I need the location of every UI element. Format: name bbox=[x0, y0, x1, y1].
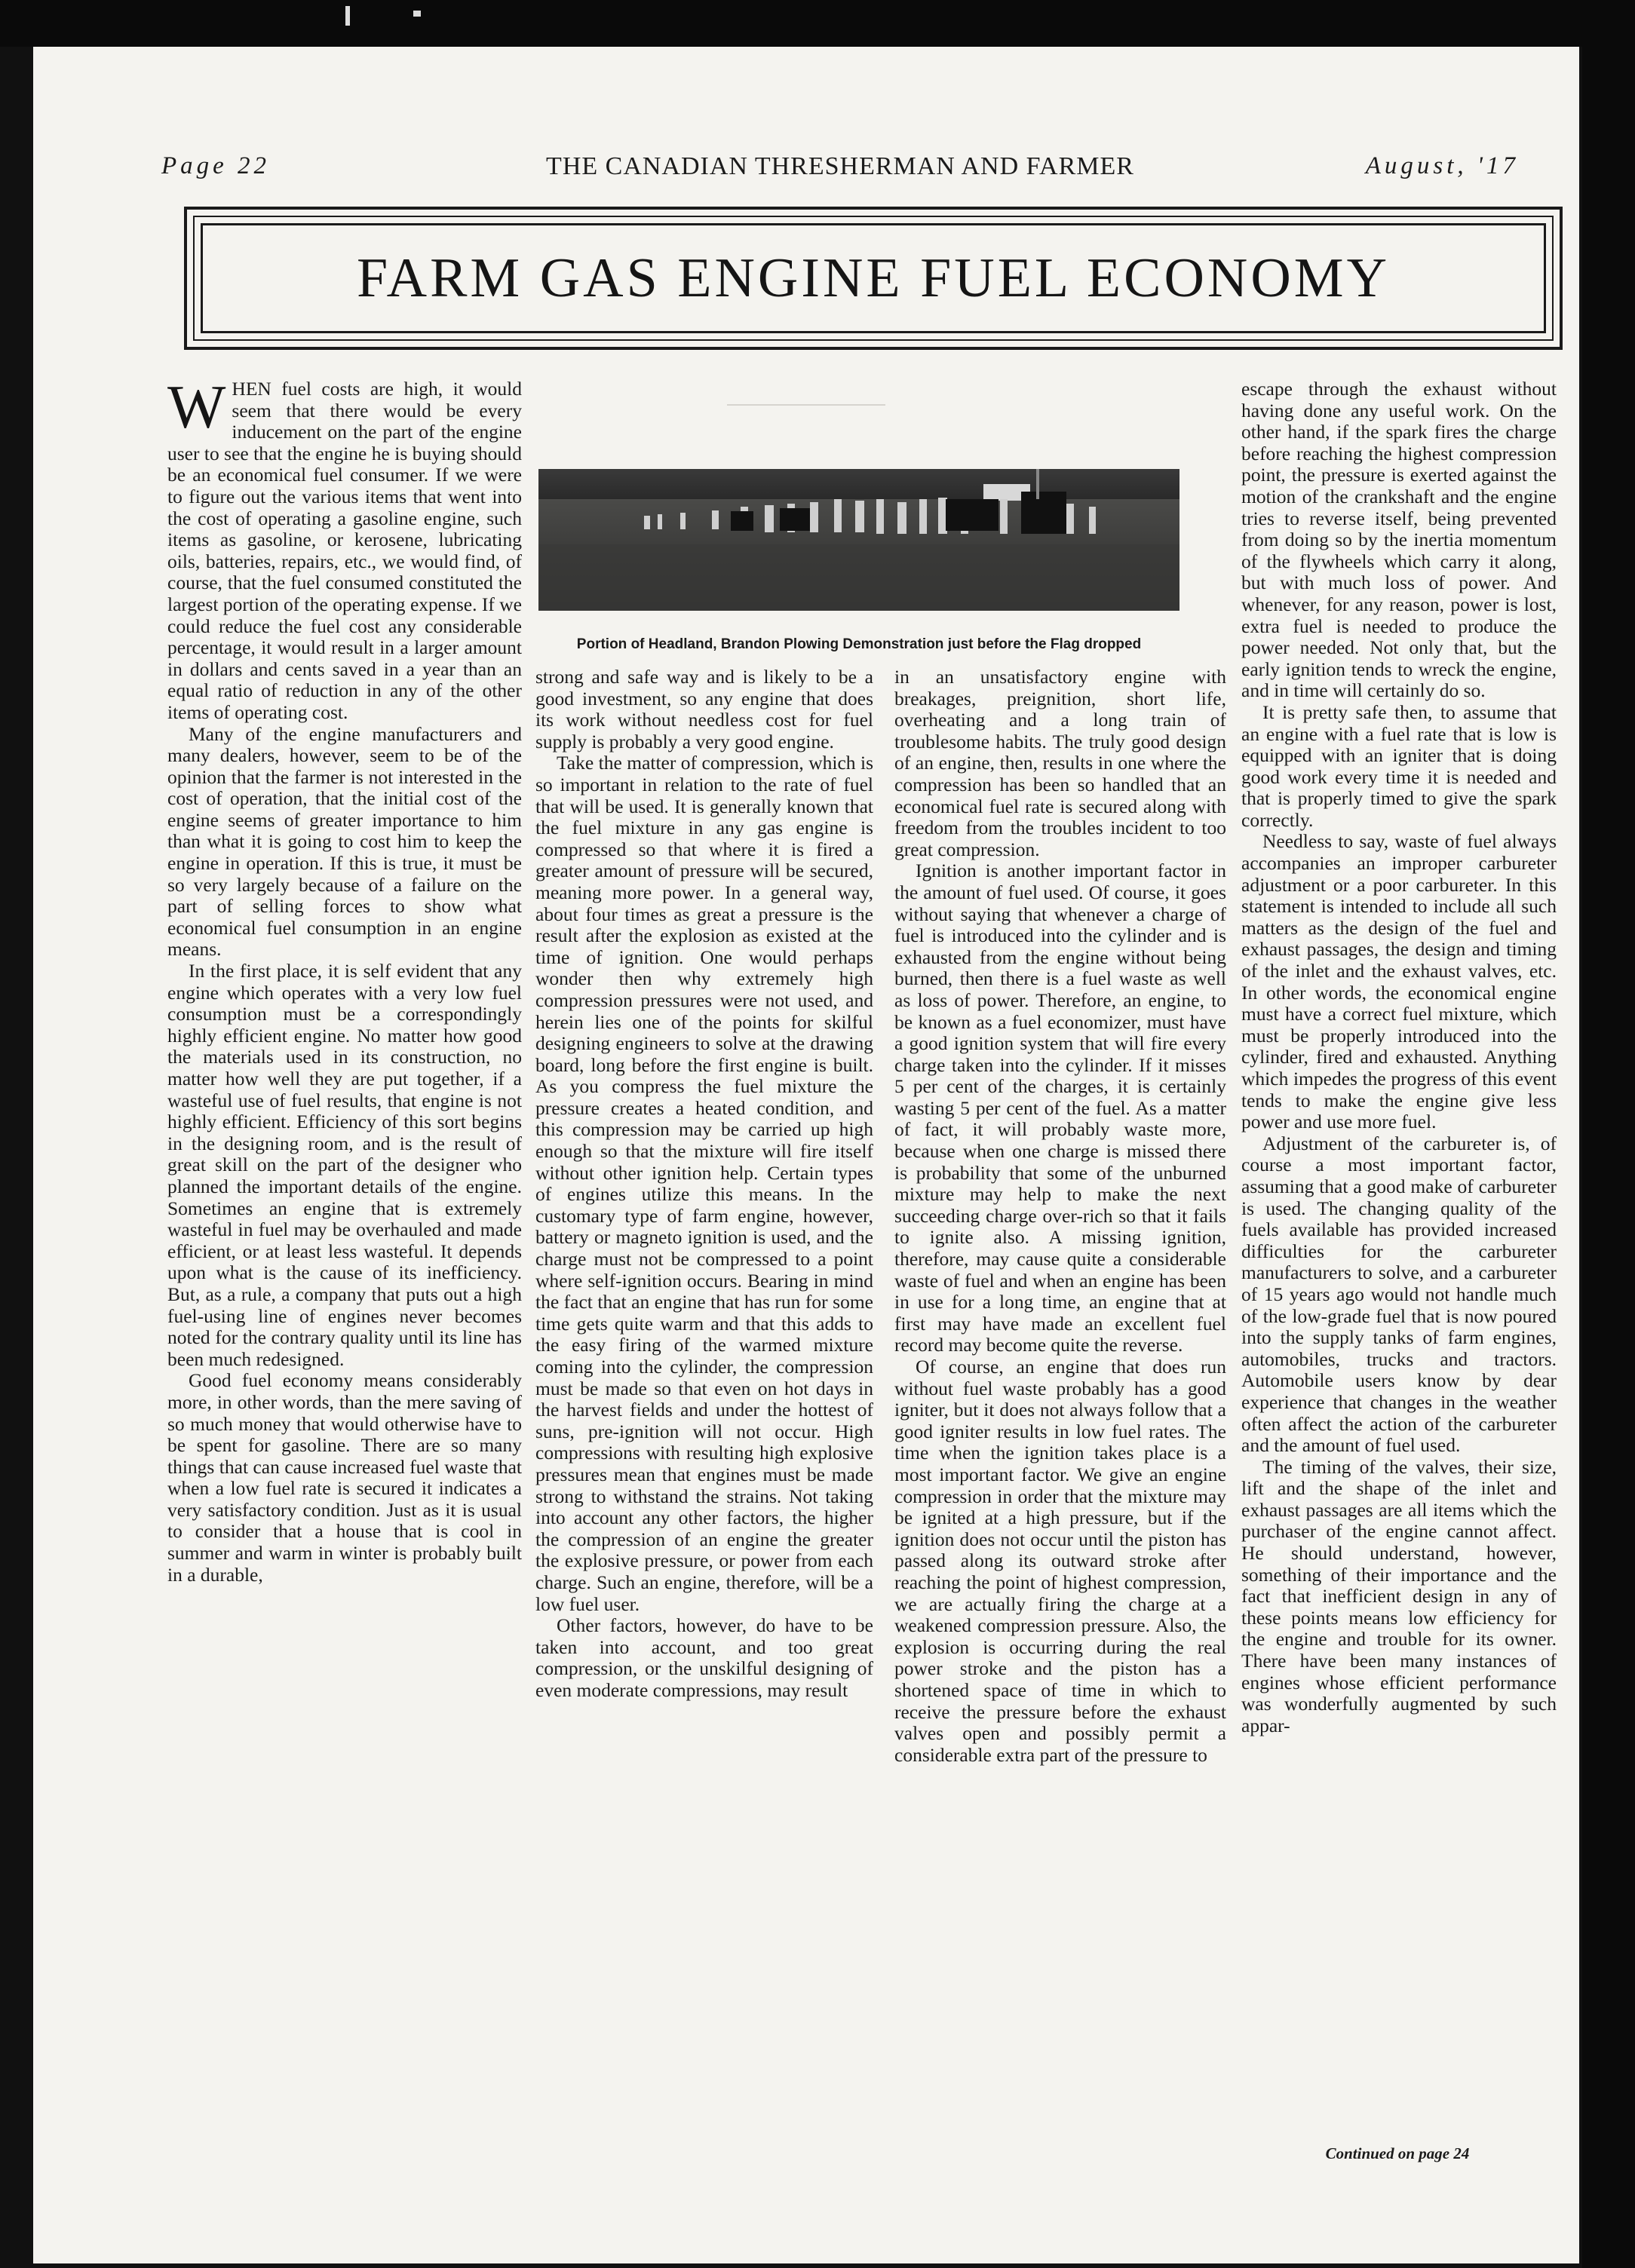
scan-border-top bbox=[0, 0, 1635, 47]
article-paragraph: strong and safe way and is likely to be a good investment, so any engine that does its work without needless cost for fuel supply is probably a very good engine. bbox=[535, 666, 873, 752]
publication-title: THE CANADIAN THRESHERMAN AND FARMER bbox=[546, 152, 1134, 180]
article-column-1 bbox=[167, 372, 522, 1586]
banner-frame bbox=[201, 223, 1546, 333]
scan-border-right bbox=[1582, 0, 1635, 2268]
article-column-3 bbox=[894, 667, 1226, 1766]
scan-speck bbox=[413, 11, 421, 17]
demonstration-photo bbox=[538, 469, 1179, 611]
issue-date: August, '17 bbox=[1365, 152, 1519, 179]
article-title: FARM GAS ENGINE FUEL ECONOMY bbox=[356, 247, 1391, 309]
article-paragraph: Take the matter of compression, which is so important in relation to the rate of fuel that will be used. It is generally known that the fuel mixture in any gas engine is compressed so that where it is fired a greater amount of pressure will be secured, meaning more power. In a general way, about four times as great a pressure is the result after the explosion as existed at the time of ignition. One would perhaps wonder then why extremely high compression pressures were not used, and herein lies one of the points for skilful designing engineers to solve at the drawing board, long before the first engine is built. As you compress the fuel mixture the pressure creates a heated condition, and this compression may be carried up high enough so that the mixture will fire itself without other ignition help. Certain types of engines utilize this means. In the customary type of farm engine, however, battery or magneto ignition is used, and the charge must not be compressed to a point where self-ignition occurs. Bearing in mind the fact that an engine that has run for some time gets quite warm and that this adds to the easy firing of the warmed mixture coming into the cylinder, the compression must be made so that even on hot days in the harvest fields and under the hottest of suns, pre-ignition will not occur. High compressions with resulting high explosive pressures mean that engines must be made strong to withstand the strains. Not taking into account any other factors, the higher the compression of an engine the greater the explosive pressure, or power from each charge. Such an engine, therefore, will be a low fuel user. bbox=[535, 752, 873, 1615]
drop-cap: W bbox=[167, 372, 226, 441]
article-paragraph: Ignition is another important factor in the amount of fuel used. Of course, it goes without saying that whenever a charge of fuel is introduced into the cylinder and is exhausted from the engine without being burned, then there is a fuel waste as well as loss of power. Therefore, an engine, to be known as a fuel economizer, must have a good ignition system that will fire every charge taken into the cylinder. If it misses 5 per cent of the charges, it is certainly wasting 5 per cent of the fuel. As a matter of fact, it will probably waste more, because when one charge is missed there is probability that some of the unburned mixture may help to make the next succeeding charge over-rich so that it fails to ignite also. A missing ignition, therefore, may cause quite a considerable waste of fuel and when an engine has been in use for a long time, an engine that at first may have made an excellent fuel record may become quite the reverse. bbox=[894, 860, 1226, 1356]
scan-speck bbox=[345, 6, 350, 26]
article-paragraph: Good fuel economy means considerably more, in other words, than the mere saving of so much money that would otherwise have to be spent for gasoline. There are so many things that can cause increased fuel waste that when a low fuel rate is secured it indicates a very satisfactory condition. Just as it is usual to consider that a house that is cool in summer and warm in winter is probably built in a durable, bbox=[167, 1369, 522, 1586]
field-photo-image bbox=[538, 469, 1179, 611]
article-paragraph: Adjustment of the carbureter is, of course a most important factor, assuming that a good make of carbureter is used. The changing quality of the fuels available has provided increased difficulties for the carbureter manufacturers to solve, and a carbureter of 15 years ago would not handle much of the low-grade fuel that is now poured into the supply tanks of farm engines, automobiles, trucks and tractors. Automobile users know by dear experience that changes in the weather often affect the action of the carbureter and the amount of fuel used. bbox=[1241, 1132, 1557, 1457]
article-paragraph: The timing of the valves, their size, lift and the shape of the inlet and exhaust passages are all items which the purchaser of the engine cannot affect. He should understand, however, something of their importance and the fact that inefficient design in any of these points means low efficiency for the engine and trouble for its owner. There have been many instances of engines whose efficient performance was wonderfully augmented by such appar- bbox=[1241, 1455, 1557, 1736]
article-paragraph: Many of the engine manufacturers and many dealers, however, seem to be of the opinion that the farmer is not interested in the cost of operation, that the initial cost of the engine seems of greater importance to him than what it is going to cost him to keep the engine in operation. If this is true, it must be so very largely because of a failure on the part of selling forces to show what economical fuel consumption in an engine means. bbox=[167, 722, 522, 961]
running-header bbox=[161, 152, 1519, 190]
article-paragraph: In the first place, it is self evident that any engine which operates with a very low fuel consumption must be a correspondingly highly efficient engine. No matter how good the materials used in its construction, no matter how well they are put together, if a wasteful use of fuel results, that engine is not highly efficient. Efficiency of this sort begins in the designing room, and is the result of great skill on the part of the designer who planned the important details of the engine. Sometimes an engine that is extremely wasteful in fuel may be overhauled and made efficient, or at least less wasteful. It depends upon what is the cause of its inefficiency. But, as a rule, a company that puts out a high fuel-using line of engines never becomes noted for the contrary quality until its line has been much redesigned. bbox=[167, 960, 522, 1370]
photo-caption: Portion of Headland, Brandon Plowing Demonstration just before the Flag dropped bbox=[576, 636, 1142, 652]
continued-note: Continued on page 24 bbox=[1325, 2144, 1470, 2162]
article-paragraph: escape through the exhaust without having done any useful work. On the other hand, if the spark fires the charge before reaching the highest compression point, the pressure is exerted against the motion of the crankshaft and the engine tries to reverse itself, being prevented from doing so by the inertia momentum of the flywheels which carry it along, but with much loss of power. And whenever, for any reason, power is lost, extra fuel is needed to produce the power needed. Not only that, but the early ignition tends to wreck the engine, and in time will certainly do so. bbox=[1241, 378, 1557, 702]
article-column-4 bbox=[1241, 379, 1557, 1736]
article-paragraph: Other factors, however, do have to be taken into account, and too great compression, or the unskilful designing of even moderate compressions, may result bbox=[535, 1614, 873, 1701]
article-paragraph: in an unsatisfactory engine with breakages, preignition, short life, overheating and a long train of troublesome habits. The truly good design of an engine, then, results in one where the compression has been so handled that an economical fuel rate is secured along with freedom from the troubles incident to too great compression. bbox=[894, 666, 1226, 860]
article-column-2 bbox=[535, 667, 873, 1702]
article-paragraph: Needless to say, waste of fuel always accompanies an improper carbureter adjustment or a poor carbureter. In this statement is intended to include all such matters as the design of the fuel and exhaust passages, the design and timing of the inlet and the exhaust valves, etc. In other words, the economical engine must have a correct fuel mixture, which must be properly introduced into the cylinder, fired and exhausted. Anything which impedes the progress of this event tends to make the engine give less power and use more fuel. bbox=[1241, 830, 1557, 1133]
article-paragraph: HEN fuel costs are high, it would seem that there would be every inducement on the part of the engine user to see that the engine he is buying should be an economical fuel consumer. If we were to figure out the various items that went into the cost of operating a gasoline engine, such items as gasoline, or kerosene, lubricating oils, batteries, repairs, etc., we would find, of course, that the fuel consumed constituted the largest portion of the operating expense. If we could reduce the fuel cost any considerable percentage, it would result in a larger amount in dollars and cents saved in a year than an equal ratio of reduction in any of the other items of operating cost. bbox=[167, 378, 522, 723]
faint-rule bbox=[727, 404, 885, 406]
newspaper-page bbox=[33, 47, 1579, 2263]
article-paragraph: Of course, an engine that does run without fuel waste probably has a good igniter, but it does not always follow that a good igniter results in low fuel rates. The time when the ignition takes place is a most important factor. We give an engine compression in order that the mixture may be ignited at a high pressure, but if the ignition does not occur until the piston has passed along its outward stroke after reaching the point of highest compression, we are actually firing the charge at a weakened compression pressure. Also, the explosion is occurring during the real power stroke and the piston has a shortened space of time in which to receive the pressure before the exhaust valves open and possibly permit a considerable extra part of the pressure to bbox=[894, 1356, 1226, 1766]
title-banner bbox=[184, 207, 1563, 350]
page-number: Page 22 bbox=[161, 152, 271, 179]
article-paragraph: It is pretty safe then, to assume that an engine with a fuel rate that is low is equipped with an igniter that is doing good work every time it is needed and that is properly timed to give the spark correctly. bbox=[1241, 700, 1557, 831]
